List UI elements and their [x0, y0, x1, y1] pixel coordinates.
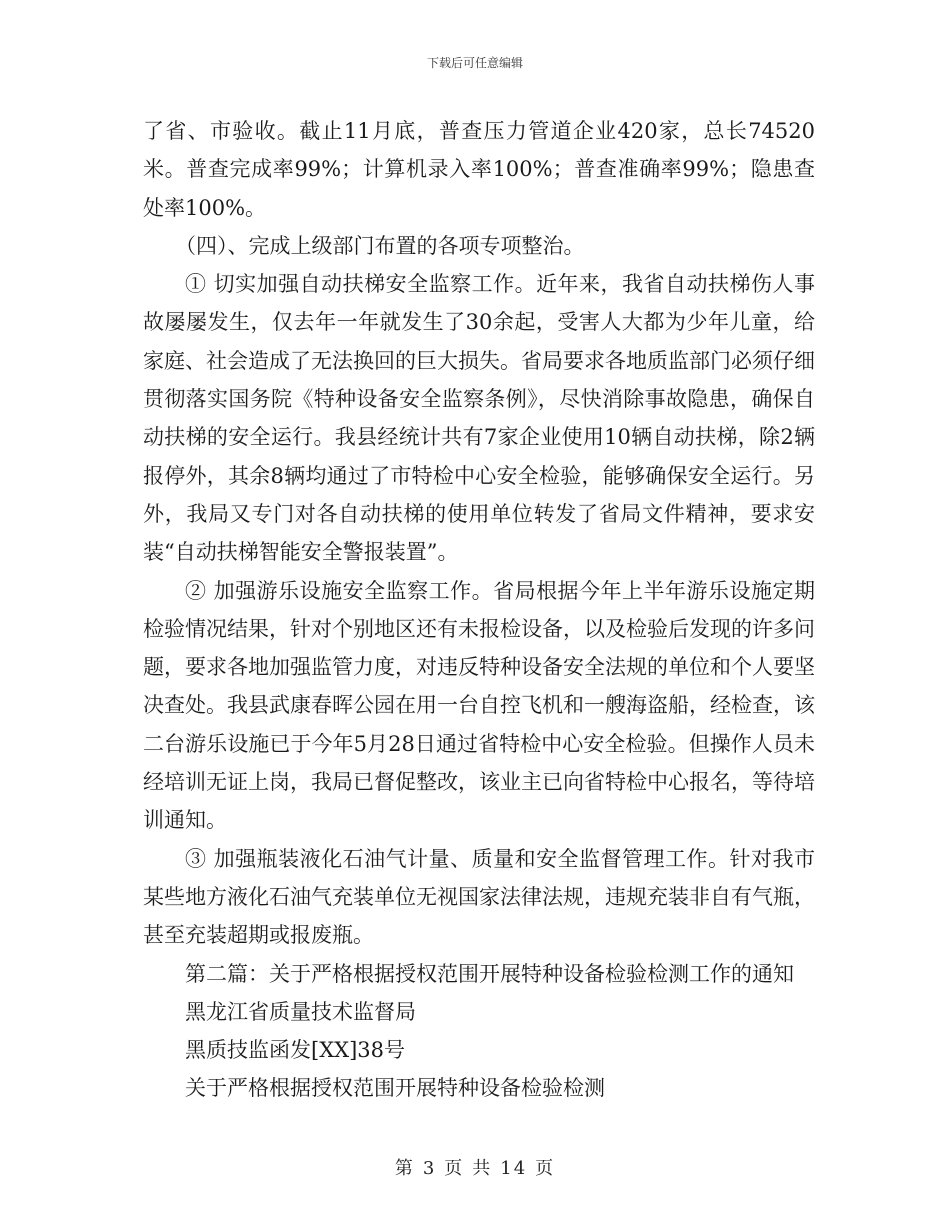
document-number: 黑质技监函发[XX]38号 [185, 1038, 406, 1063]
issuing-agency: 黑龙江省质量技术监督局 [185, 999, 416, 1024]
page-footer [0, 1154, 950, 1180]
footer-total-suffix: 页 [535, 1158, 556, 1179]
total-pages-number: 14 [500, 1158, 528, 1179]
footer-page-word: 页 [444, 1158, 465, 1179]
footer-prefix: 第 [394, 1158, 415, 1179]
section-heading-four: （四）、完成上级部门布置的各项专项整治。 [175, 233, 585, 258]
paragraph-survey-results: 了省、市验收。截止11月底，普查压力管道企业420家，总长74520米。普查完成率99%；计算机录入率100%；普查准确率99%；隐患查处率100%。 [143, 119, 815, 220]
paragraph-lpg: ③ 加强瓶装液化石油气计量、质量和安全监督管理工作。针对我市某些地方液化石油气充装单位无视国家法律法规，违规充装非自有气瓶，甚至充装超期或报废瓶。 [143, 846, 815, 948]
notice-title: 关于严格根据授权范围开展特种设备检验检测 [185, 1076, 605, 1101]
paragraph-amusement: ② 加强游乐设施安全监察工作。省局根据今年上半年游乐设施定期检验情况结果，针对个别地区还有未报检设备，以及检验后发现的许多问题，要求各地加强监管力度，对违反特种设备安全法规的单位和个人要坚决查处。我县武康春晖公园在用一台自控飞机和一艘海盗船，经检查，该二台游乐设施已于今年5月28日通过省特检中心安全检验。但操作人员未经培训无证上岗，我局已督促整改，该业主已向省特检中心报名，等待培训通知。 [143, 578, 815, 833]
footer-total-prefix: 共 [472, 1158, 493, 1179]
document-body [143, 112, 815, 1108]
current-page-number: 3 [422, 1158, 437, 1179]
article-two-title: 第二篇：关于严格根据授权范围开展特种设备检验检测工作的通知 [185, 961, 794, 986]
header-note: 下载后可任意编辑 [426, 56, 523, 70]
paragraph-escalator: ① 切实加强自动扶梯安全监察工作。近年来，我省自动扶梯伤人事故屡屡发生，仅去年一年就发生了30余起，受害人大都为少年儿童，给家庭、社会造成了无法换回的巨大损失。省局要求各地质监部门必须仔细贯彻落实国务院《特种设备安全监察条例》，尽快消除事故隐患，确保自动扶梯的安全运行。我县经统计共有7家企业使用10辆自动扶梯，除2辆报停外，其余8辆均通过了市特检中心安全检验，能够确保安全运行。另外，我局又专门对各自动扶梯的使用单位转发了省局文件精神，要求安装“自动扶梯智能安全警报装置”。 [143, 272, 815, 565]
